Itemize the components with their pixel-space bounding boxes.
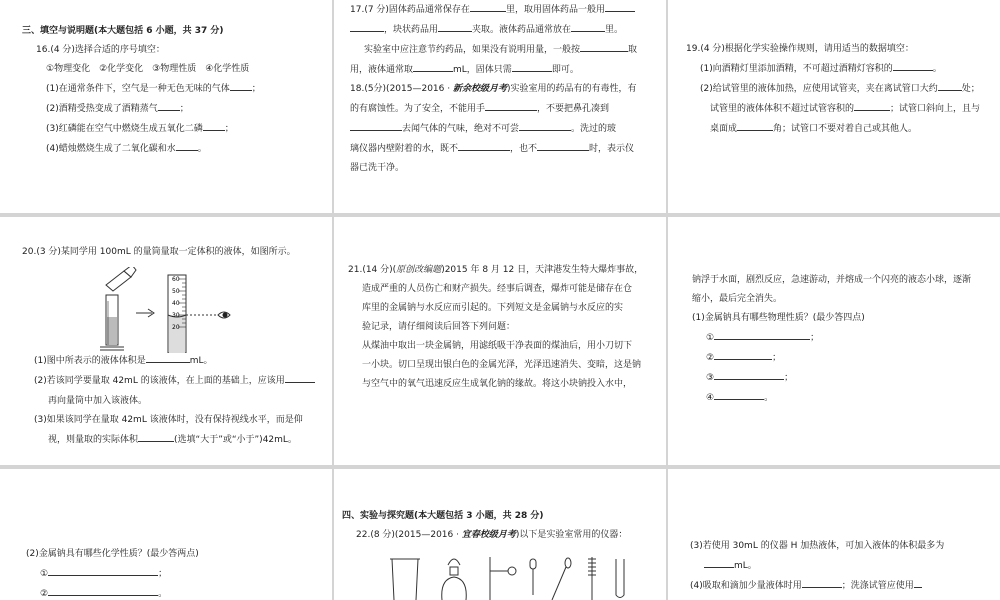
answer-blank[interactable] (350, 20, 384, 32)
tick-label: 60 (172, 276, 180, 283)
alcohol-lamp-icon (442, 559, 467, 600)
answer-blank[interactable] (438, 20, 472, 32)
q22-stem: 22.(8 分)(2015—2016 · 宜春校级月考)以下是实验室常用的仪器： (356, 530, 628, 540)
answer-blank[interactable] (580, 40, 628, 52)
q18-line-3: 去闻气体的气味，绝对不可尝 。洗过的玻 (350, 119, 637, 139)
answer-line-4: ④ 。 (692, 388, 971, 408)
answer-blank[interactable] (48, 584, 158, 596)
q17-line-3: 实验室中应注意节约药品，如果没有说明用量，一般按 取 (350, 40, 637, 60)
answer-blank[interactable] (158, 99, 180, 111)
q20-item-2: (2)若该同学要量取 42mL 的该液体，在上面的基础上，应该用 (34, 371, 315, 391)
q20-item-3-cont: 视，则量取的实际体积 (选填“大于”或“小于”)42mL。 (34, 430, 315, 450)
q20-item-3: (3)如果该同学在量取 42mL 该液体时，没有保持视线水平，而是仰 (34, 415, 303, 425)
card-q16 (0, 0, 332, 213)
q21-cont-line-2: 缩小，最后完全消失。 (692, 294, 783, 304)
q16-item-2: (2)酒精受热变成了酒精蒸气 ； (22, 99, 261, 119)
q18-line-2: 的有腐蚀性。为了安全，不能用手 ，不要把鼻孔凑到 (350, 99, 637, 119)
answer-blank[interactable] (48, 564, 158, 576)
answer-blank[interactable] (519, 119, 571, 131)
answer-blank[interactable] (704, 556, 734, 568)
test-tube-brush-icon (588, 557, 596, 600)
q20-item-1: (1)图中所表示的液体体积是 mL。 (34, 351, 315, 371)
tick-label: 20 (172, 324, 180, 331)
q18-line-1: 18.(5分)(2015—2016 · 新余校级月考)实验室用的药品有的有毒性，有 (350, 84, 637, 94)
spatula-icon (552, 558, 571, 600)
answer-line-2: ② 。 (26, 584, 199, 600)
answer-blank[interactable] (571, 20, 605, 32)
q19-stem: 19.(4 分)根据化学实验操作规则，请用适当的数据填空： (686, 44, 914, 54)
q21-sub-2: (2)金属钠具有哪些化学性质？(最少答两点) (26, 549, 199, 559)
cylinder-icon (100, 295, 124, 350)
q21-line-3: 库里的金属钠与水反应而引起的。下列短文是金属钠与水反应的实 (362, 303, 624, 313)
q18-line-4: 璃仪器内壁附着的水，既不 ，也不 时，表示仪 (350, 139, 637, 159)
q17-line-4: 用，液体通常取 mL，固体只需 即可。 (350, 60, 637, 80)
q21-sub-1: (1)金属钠具有哪些物理性质？(最少答四点) (692, 313, 865, 323)
q21-line-5: 从煤油中取出一块金属钠，用滤纸吸干净表面的煤油后，用小刀切下 (362, 341, 633, 351)
q22-sub-4: (4)吸取和滴加少量液体时用 ；洗涤试管应使用 (690, 576, 944, 596)
answer-line-1: ① ； (26, 564, 199, 584)
answer-line-1: ① ； (692, 328, 971, 348)
q22-sub-3-cont: mL。 (690, 556, 944, 576)
scale-detail (168, 275, 186, 353)
q19-item-2-end: 桌面成 角；试管口不要对着自己或其他人。 (686, 119, 980, 139)
answer-blank[interactable] (854, 99, 890, 111)
q19-item-1: (1)向酒精灯里添加酒精，不可超过酒精灯容积的 。 (686, 59, 980, 79)
card-q21-cont (668, 217, 1000, 465)
answer-blank[interactable] (458, 139, 510, 151)
answer-blank[interactable] (537, 139, 589, 151)
answer-blank[interactable] (714, 328, 810, 340)
answer-line-3: ③ ； (692, 368, 971, 388)
card-q22-cont (668, 469, 1000, 600)
answer-blank[interactable] (285, 371, 315, 383)
pouring-bottle-icon (106, 267, 136, 291)
section-3-heading: 三、填空与说明题(本大题包括 6 小题，共 37 分) (22, 26, 224, 36)
q16-item-3: (3)红磷能在空气中燃烧生成五氧化二磷 ； (22, 119, 261, 139)
q16-item-4: (4)蜡烛燃烧生成了二氧化碳和水 。 (22, 139, 261, 159)
card-q21-part2 (0, 469, 332, 600)
tick-label: 40 (172, 300, 180, 307)
answer-blank[interactable] (413, 60, 453, 72)
arrow-right-icon (136, 309, 154, 317)
card-q20 (0, 217, 332, 465)
answer-blank[interactable] (714, 388, 764, 400)
answer-blank[interactable] (203, 119, 225, 131)
beaker-icon (390, 559, 420, 600)
tick-label: 30 (172, 312, 180, 319)
answer-blank[interactable] (512, 60, 552, 72)
answer-blank[interactable] (914, 576, 922, 588)
q17-line-2: ，块状药品用 夹取。液体药品通常放在 里。 (350, 20, 637, 40)
answer-blank[interactable] (893, 59, 933, 71)
source-tag: 新余校级月考 (452, 84, 507, 94)
test-tube-icon (616, 559, 624, 598)
q21-cont-line-1: 钠浮于水面，剧烈反应，急速游动，并熔成一个闪亮的液态小球，逐渐 (692, 275, 972, 285)
q19-item-2: (2)给试管里的液体加热，应使用试管夹，夹在离试管口大约 处； (686, 79, 980, 99)
q16-stem: 16.(4 分)选择合适的序号填空： (36, 45, 165, 55)
q17-line-1: 17.(7 分)固体药品通常保存在 里，取用固体药品一般用 (350, 0, 637, 20)
card-q19 (668, 0, 1000, 213)
lab-apparatus-figure (384, 555, 644, 600)
card-q21 (334, 217, 666, 465)
answer-blank[interactable] (485, 99, 537, 111)
q21-line-2: 造成严重的人员伤亡和财产损失。经事后调查，爆炸可能是储存在仓 (362, 284, 633, 294)
eye-icon (218, 312, 230, 318)
answer-blank[interactable] (802, 576, 842, 588)
source-tag: 原创改编题 (396, 265, 442, 275)
answer-blank[interactable] (714, 368, 784, 380)
source-tag: 宜春校级月考 (461, 530, 516, 540)
dropper-icon (530, 559, 536, 595)
graduated-cylinder-figure (98, 267, 248, 353)
q16-item-1: (1)在通常条件下，空气是一种无色无味的气体 ； (22, 79, 261, 99)
answer-blank[interactable] (350, 119, 402, 131)
q21-line-4: 验记录，请仔细阅读后回答下列问题： (362, 322, 516, 332)
q20-stem: 20.(3 分)某同学用 100mL 的量筒量取一定体积的液体，如图所示。 (22, 247, 296, 257)
answer-blank[interactable] (176, 139, 198, 151)
q18-line-5: 器已洗干净。 (350, 163, 405, 173)
answer-blank[interactable] (138, 430, 174, 442)
q20-item-2-cont: 再向量筒中加入该液体。 (48, 396, 148, 406)
q16-options: ①物理变化 ②化学变化 ③物理性质 ④化学性质 (46, 64, 250, 74)
q21-line-6: 一小块。切口呈现出银白色的金属光泽，光泽迅速消失、变暗，这是钠 (362, 360, 642, 370)
q19-item-2-cont: 试管里的液体体积不超过试管容积的 ；试管口斜向上，且与 (686, 99, 980, 119)
card-q22 (334, 469, 666, 600)
card-q17-q18 (334, 0, 666, 213)
q22-sub-3: (3)若使用 30mL 的仪器 H 加热液体，可加入液体的体积最多为 (690, 541, 945, 551)
answer-blank[interactable] (938, 79, 962, 91)
q21-line-7: 与空气中的氧气迅速反应生成氧化钠的缘故。将这小块钠投入水中， (362, 379, 633, 389)
iron-stand-icon (490, 557, 516, 600)
tick-label: 50 (172, 288, 180, 295)
q21-line-1: 21.(14 分)(原创改编题)2015 年 8 月 12 日，天津港发生特大爆炸事故， (348, 265, 644, 275)
answer-blank[interactable] (605, 0, 635, 12)
answer-blank[interactable] (470, 0, 506, 12)
answer-blank[interactable] (146, 351, 190, 363)
answer-blank[interactable] (714, 348, 772, 360)
section-4-heading: 四、实验与探究题(本大题包括 3 小题，共 28 分) (342, 511, 544, 521)
answer-line-2: ② ； (692, 348, 971, 368)
answer-blank[interactable] (737, 119, 773, 131)
answer-blank[interactable] (230, 79, 252, 91)
